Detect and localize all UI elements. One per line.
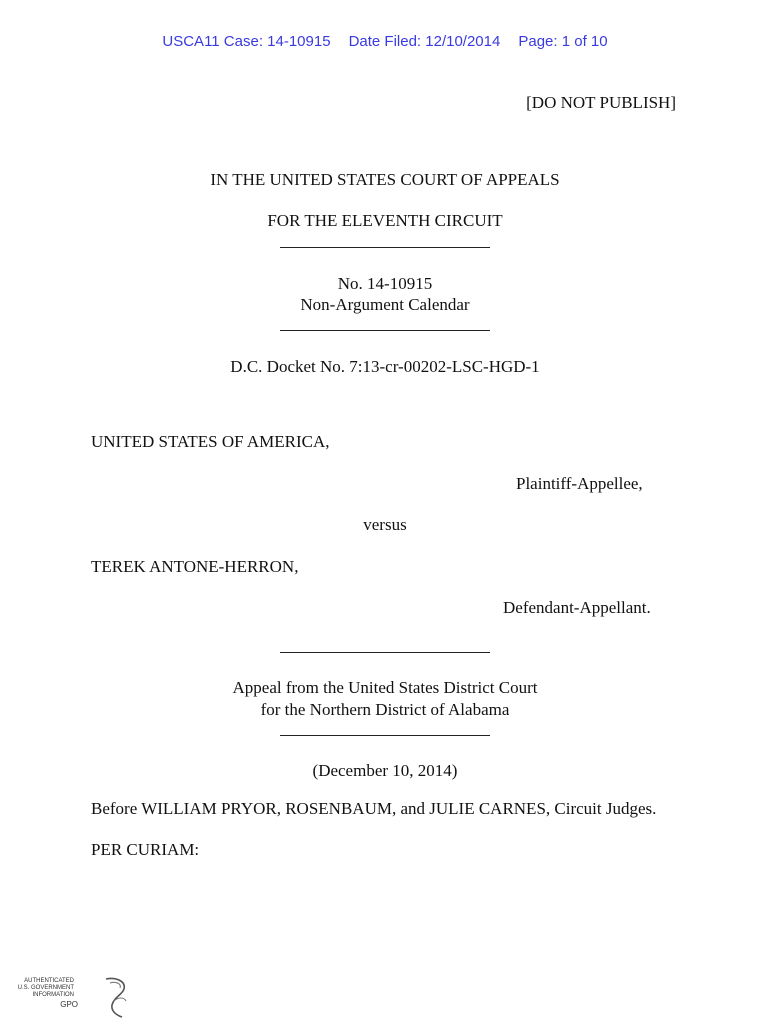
defendant-name: TEREK ANTONE-HERRON,: [91, 557, 299, 576]
court-name-line2: FOR THE ELEVENTH CIRCUIT: [267, 211, 503, 230]
divider-rule: [280, 735, 490, 736]
calendar-type: Non-Argument Calendar: [300, 295, 470, 314]
plaintiff-role: Plaintiff-Appellee,: [516, 474, 643, 493]
seal-line2: U.S. GOVERNMENT: [17, 985, 74, 991]
appeal-from-line2: for the Northern District of Alabama: [260, 700, 510, 719]
seal-line3: INFORMATION: [32, 992, 74, 998]
divider-rule: [280, 247, 490, 248]
versus-label: versus: [363, 515, 407, 534]
panel-judges: Before WILLIAM PRYOR, ROSENBAUM, and JULIE CARNES, Circuit Judges.: [91, 799, 657, 818]
case-number-header: USCA11 Case: 14-10915: [162, 33, 331, 50]
date-filed-header: Date Filed: 12/10/2014: [348, 33, 501, 50]
case-number: No. 14-10915: [337, 274, 433, 293]
divider-rule: [280, 652, 490, 653]
seal-line1: AUTHENTICATED: [24, 978, 74, 984]
defendant-role: Defendant-Appellant.: [503, 598, 651, 617]
divider-rule: [280, 330, 490, 331]
gpo-authentication-seal: [17, 975, 134, 1019]
docket-number: D.C. Docket No. 7:13-cr-00202-LSC-HGD-1: [230, 357, 540, 376]
page-header: [0, 33, 770, 50]
publish-notice: [DO NOT PUBLISH]: [526, 93, 676, 112]
plaintiff-name: UNITED STATES OF AMERICA,: [91, 432, 330, 451]
page-count-header: Page: 1 of 10: [518, 33, 608, 50]
decision-date: (December 10, 2014): [312, 761, 458, 780]
court-name-line1: IN THE UNITED STATES COURT OF APPEALS: [210, 170, 560, 189]
seal-line4: GPO: [60, 1000, 78, 1009]
per-curiam-label: PER CURIAM:: [91, 840, 200, 859]
appeal-from-line1: Appeal from the United States District Court: [232, 678, 538, 697]
